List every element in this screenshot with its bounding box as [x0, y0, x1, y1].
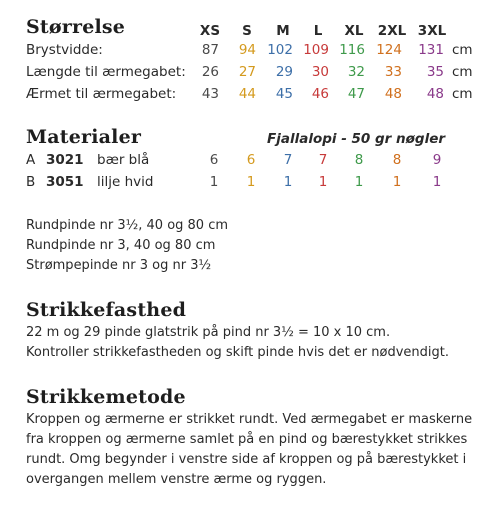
method-heading: Strikkemetode — [26, 386, 186, 408]
material-quantity: 8 — [392, 152, 402, 168]
size-header-3xl: 3XL — [417, 23, 447, 39]
size-value: 48 — [426, 86, 444, 102]
size-header-l: L — [313, 23, 323, 39]
method-text — [26, 410, 472, 490]
size-value: 43 — [201, 86, 219, 102]
material-quantity: 7 — [318, 152, 328, 168]
size-value: 131 — [418, 42, 444, 58]
size-value: 27 — [238, 64, 256, 80]
method-line: overgangen mellem venstre ærme og ryggen. — [26, 472, 327, 487]
material-quantity: 1 — [318, 174, 328, 190]
material-name: lilje hvid — [97, 174, 154, 190]
method-line: rundt. Omg begynder i venstre side af kroppen og på bærestykket i — [26, 452, 467, 467]
needles-list — [26, 216, 228, 276]
size-header-xs: XS — [199, 23, 221, 39]
material-quantity: 8 — [354, 152, 364, 168]
size-value: 35 — [426, 64, 444, 80]
material-quantity: 1 — [246, 174, 256, 190]
gauge-text — [26, 323, 449, 363]
size-value: 44 — [238, 86, 256, 102]
needle-line: Strømpepinde nr 3 og nr 3½ — [26, 258, 212, 273]
size-value: 45 — [275, 86, 293, 102]
materials-heading: Materialer — [26, 126, 142, 148]
size-value: 30 — [311, 64, 329, 80]
material-quantity: 1 — [432, 174, 442, 190]
size-row-label: Brystvidde: — [26, 42, 103, 58]
material-quantity: 1 — [354, 174, 364, 190]
size-value: 26 — [201, 64, 219, 80]
size-value: 33 — [384, 64, 402, 80]
method-line: fra kroppen og ærmerne samlet på en pind og bærestykket strikkes — [26, 432, 468, 447]
size-value: 32 — [347, 64, 365, 80]
gauge-heading: Strikkefasthed — [26, 299, 187, 321]
material-code: 3021 — [46, 152, 84, 168]
material-quantity: 7 — [283, 152, 293, 168]
size-row-label: Ærmet til ærmegabet: — [26, 86, 177, 102]
material-letter: B — [26, 174, 36, 190]
size-header-s: S — [242, 23, 252, 39]
size-value: 29 — [275, 64, 293, 80]
unit-label: cm — [452, 42, 473, 58]
material-name: bær blå — [97, 152, 150, 168]
material-quantity: 1 — [392, 174, 402, 190]
size-row-label: Længde til ærmegabet: — [26, 64, 186, 80]
material-letter: A — [26, 152, 36, 168]
size-value: 124 — [376, 42, 402, 58]
material-quantity: 1 — [209, 174, 219, 190]
gauge-line: 22 m og 29 pinde glatstrik på pind nr 3½ = 10 x 10 cm. — [26, 325, 391, 340]
size-value: 116 — [339, 42, 365, 58]
size-header-2xl: 2XL — [377, 23, 407, 39]
material-quantity: 6 — [246, 152, 256, 168]
material-quantity: 6 — [209, 152, 219, 168]
material-quantity: 9 — [432, 152, 442, 168]
needle-line: Rundpinde nr 3½, 40 og 80 cm — [26, 218, 229, 233]
size-value: 102 — [267, 42, 293, 58]
unit-label: cm — [452, 86, 473, 102]
size-value: 87 — [201, 42, 219, 58]
gauge-line: Kontroller strikkefastheden og skift pinde hvis det er nødvendigt. — [26, 345, 450, 360]
size-value: 47 — [347, 86, 365, 102]
size-value: 46 — [311, 86, 329, 102]
size-value: 94 — [238, 42, 256, 58]
materials-subtitle: Fjallalopi - 50 gr nøgler — [267, 131, 446, 147]
material-code: 3051 — [46, 174, 84, 190]
size-value: 48 — [384, 86, 402, 102]
material-quantity: 1 — [283, 174, 293, 190]
size-heading: Størrelse — [26, 16, 126, 38]
size-value: 109 — [303, 42, 329, 58]
unit-label: cm — [452, 64, 473, 80]
method-line: Kroppen og ærmerne er strikket rundt. Ved ærmegabet er maskerne — [26, 412, 473, 427]
size-header-xl: XL — [344, 23, 364, 39]
size-header-m: M — [276, 23, 290, 39]
needle-line: Rundpinde nr 3, 40 og 80 cm — [26, 238, 216, 253]
